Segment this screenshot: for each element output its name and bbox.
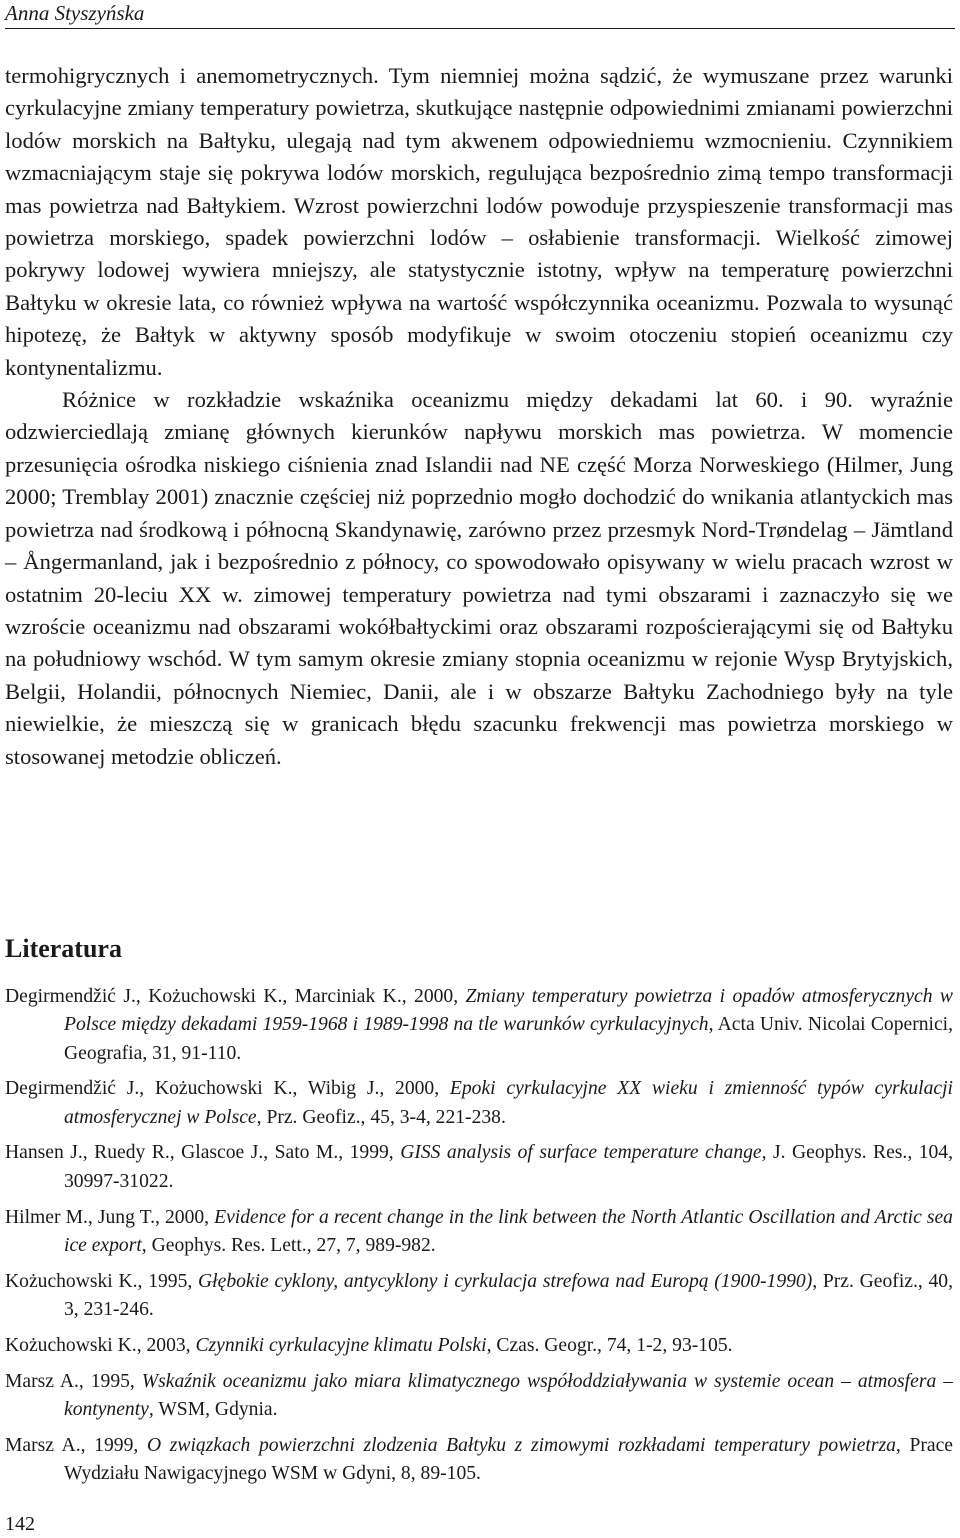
reference-authors: Marsz A., 1999, (5, 1434, 147, 1456)
running-head: Anna Styszyńska (5, 1, 145, 25)
reference-title: Głębokie cyklony, antycyklony i cyrkulacja strefowa nad Europą (1900-1990) (198, 1270, 813, 1292)
reference-item (5, 1368, 953, 1425)
reference-title: GISS analysis of surface temperature change (400, 1142, 762, 1164)
reference-authors: Degirmendžić J., Kożuchowski K., Wibig J., 2000, (5, 1078, 450, 1100)
reference-title: Wskaźnik oceanizmu jako miara klimatycznego współoddziaływania w systemie ocean – atmosfera – kontynenty (64, 1370, 953, 1420)
body-paragraph: Różnice w rozkładzie wskaźnika oceanizmu między dekadami lat 60. i 90. wyraźnie odzwierciedlają zmianę głównych kierunków napływu morskich mas powietrza. W momencie przesunięcia ośrodka niskiego ciśnienia znad Islandii nad NE część Morza Norweskiego (Hilmer, Jung 2000; Tremblay 2001) znacznie częściej niż poprzednio mogło dochodzić do wnikania atlantyckich mas powietrza nad środkową i północną Skandynawię, zarówno przez przesmyk Nord-Trøndelag – Jämtland – Ångermanland, jak i bezpośrednio z północy, co spowodowało opisywany w wielu pracach wzrost w ostatnim 20-leciu XX w. zimowej temperatury powietrza nad tymi obszarami i zaznaczyło się we wzroście oceanizmu nad obszarami wokółbałtyckimi oraz obszarami rozpościerającymi się od Bałtyku na południowy wschód. W tym samym okresie zmiany stopnia oceanizmu w rejonie Wysp Brytyjskich, Belgii, Holandii, północnych Niemiec, Danii, ale i w obszarze Bałtyku Zachodniego były na tyle niewielkie, że mieszczą się w granicach błędu szacunku frekwencji mas powietrza morskiego w stosowanej metodzie obliczeń. (5, 387, 953, 769)
reference-item (5, 1075, 953, 1132)
reference-authors: Marsz A., 1995, (5, 1370, 142, 1392)
reference-source: , WSM, Gdynia. (148, 1398, 278, 1420)
reference-authors: Hilmer M., Jung T., 2000, (5, 1206, 215, 1228)
reference-source: , Czas. Geogr., 74, 1-2, 93-105. (486, 1334, 733, 1356)
reference-item (5, 1139, 953, 1196)
references-heading: Literatura (5, 934, 122, 963)
reference-title: O związkach powierzchni zlodzenia Bałtyku z zimowymi rozkładami temperatury powietrza, (146, 1434, 901, 1456)
reference-item (5, 1204, 953, 1261)
reference-source: , Geophys. Res. Lett., 27, 7, 989-982. (141, 1234, 436, 1256)
reference-item (5, 1432, 953, 1489)
page-header (5, 0, 955, 28)
reference-authors: Kożuchowski K., 1995, (5, 1270, 199, 1292)
reference-item (5, 983, 953, 1068)
reference-title: Epoki cyrkulacyjne XX wieku i zmienność typów cyrkulacji atmosferycznej w Polsce (64, 1078, 953, 1128)
page-number: 142 (5, 1513, 35, 1535)
reference-source: , J. Geophys. Res., 104, 30997-31022. (64, 1142, 953, 1192)
reference-title: Czynniki cyrkulacyjne klimatu Polski (195, 1334, 487, 1356)
reference-authors: Degirmendžić J., Kożuchowski K., Marciniak K., 2000, (5, 986, 466, 1007)
body-text (5, 60, 953, 773)
reference-item (5, 1332, 953, 1360)
reference-source: , Prz. Geofiz., 40, 3, 231-246. (64, 1270, 953, 1320)
reference-title: Evidence for a recent change in the link between the North Atlantic Oscillation and Arctic sea ice export (64, 1206, 953, 1256)
reference-source: Prace Wydziału Nawigacyjnego WSM w Gdyni, 8, 89-105. (64, 1434, 953, 1484)
header-rule (5, 28, 955, 29)
reference-authors: Kożuchowski K., 2003, (5, 1334, 196, 1356)
reference-source: , Acta Univ. Nicolai Copernici, Geografia, 31, 91-110. (64, 1014, 953, 1064)
reference-list (5, 983, 953, 1496)
reference-item (5, 1268, 953, 1325)
reference-title: Zmiany temperatury powietrza i opadów atmosferycznych w Polsce między dekadami 1959-1968 i 1989-1998 na tle warunków cyrkulacyjnych (64, 986, 953, 1036)
body-paragraph: termohigrycznych i anemometrycznych. Tym niemniej można sądzić, że wymuszane przez warunki cyrkulacyjne zmiany temperatury powietrza, skutkujące następnie odpowiednimi zmianami powierzchni lodów morskich na Bałtyku, ulegają nad tym akwenem odpowiedniemu wzmocnieniu. Czynnikiem wzmacniającym staje się pokrywa lodów morskich, regulująca bezpośrednio zimą tempo transformacji mas powietrza nad Bałtykiem. Wzrost powierzchni lodów powoduje przyspieszenie transformacji mas powietrza morskiego, spadek powierzchni lodów – osłabienie transformacji. Wielkość zimowej pokrywy lodowej wywiera mniejszy, ale statystycznie istotny, wpływ na temperaturę powierzchni Bałtyku w okresie lata, co również wpływa na wartość współczynnika oceanizmu. Pozwala to wysunąć hipotezę, że Bałtyk w aktywny sposób modyfikuje w swoim otoczeniu stopień oceanizmu czy kontynentalizmu. (5, 63, 953, 380)
reference-authors: Hansen J., Ruedy R., Glascoe J., Sato M., 1999, (5, 1142, 401, 1164)
reference-source: , Prz. Geofiz., 45, 3-4, 221-238. (256, 1106, 506, 1128)
